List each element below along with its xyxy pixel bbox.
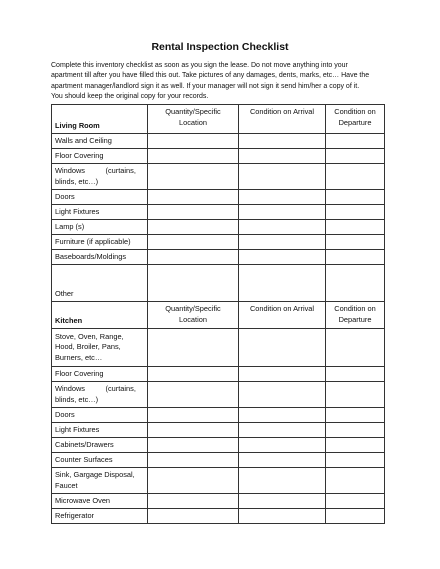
departure-cell[interactable]: [326, 453, 385, 468]
quantity-cell[interactable]: [148, 382, 239, 408]
page-title: Rental Inspection Checklist: [151, 41, 289, 53]
departure-cell[interactable]: [326, 438, 385, 453]
table-row: [52, 265, 385, 302]
item-label: Floor Covering: [52, 367, 148, 382]
quantity-cell[interactable]: [148, 438, 239, 453]
departure-cell[interactable]: [326, 382, 385, 408]
quantity-cell[interactable]: [148, 453, 239, 468]
arrival-cell[interactable]: [239, 220, 326, 235]
arrival-cell[interactable]: [239, 494, 326, 509]
item-label: Furniture (if applicable): [52, 235, 148, 250]
arrival-cell[interactable]: [239, 149, 326, 164]
arrival-cell[interactable]: [239, 468, 326, 494]
item-label: Light Fixtures: [52, 423, 148, 438]
departure-cell[interactable]: [326, 509, 385, 524]
quantity-cell[interactable]: [148, 265, 239, 302]
item-label: Light Fixtures: [52, 205, 148, 220]
table-row: [52, 190, 385, 205]
item-label: Counter Surfaces: [52, 453, 148, 468]
quantity-cell[interactable]: [148, 164, 239, 190]
table-row: [52, 134, 385, 149]
arrival-cell[interactable]: [239, 509, 326, 524]
item-label: Lamp (s): [52, 220, 148, 235]
arrival-cell[interactable]: [239, 408, 326, 423]
arrival-cell[interactable]: [239, 382, 326, 408]
table-row: [52, 438, 385, 453]
item-label: Sink, Gargage Disposal, Faucet: [52, 468, 148, 494]
quantity-column-header: Quantity/Specific Location: [148, 302, 239, 329]
arrival-cell[interactable]: [239, 329, 326, 367]
table-row: [52, 164, 385, 190]
arrival-cell[interactable]: [239, 205, 326, 220]
quantity-cell[interactable]: [148, 408, 239, 423]
intro-paragraph: [51, 61, 391, 103]
item-label: Doors: [52, 408, 148, 423]
table-row: [52, 382, 385, 408]
table-row: [52, 329, 385, 367]
quantity-cell[interactable]: [148, 190, 239, 205]
departure-cell[interactable]: [326, 235, 385, 250]
departure-cell[interactable]: [326, 220, 385, 235]
table-row: [52, 423, 385, 438]
table-row: [52, 367, 385, 382]
departure-cell[interactable]: [326, 265, 385, 302]
quantity-cell[interactable]: [148, 205, 239, 220]
departure-cell[interactable]: [326, 164, 385, 190]
departure-cell[interactable]: [326, 134, 385, 149]
kitchen-header-row: [52, 302, 385, 329]
departure-cell[interactable]: [326, 190, 385, 205]
quantity-cell[interactable]: [148, 494, 239, 509]
living-room-header-row: [52, 105, 385, 134]
departure-cell[interactable]: [326, 329, 385, 367]
departure-cell[interactable]: [326, 205, 385, 220]
quantity-cell[interactable]: [148, 250, 239, 265]
table-row: [52, 509, 385, 524]
arrival-cell[interactable]: [239, 250, 326, 265]
item-label: Stove, Oven, Range, Hood, Broiler, Pans, Burners, etc…: [52, 329, 148, 367]
departure-column-header: Condition on Departure: [326, 105, 385, 134]
quantity-cell[interactable]: [148, 329, 239, 367]
quantity-cell[interactable]: [148, 235, 239, 250]
quantity-cell[interactable]: [148, 468, 239, 494]
arrival-cell[interactable]: [239, 134, 326, 149]
departure-cell[interactable]: [326, 423, 385, 438]
table-row: [52, 453, 385, 468]
intro-line: apartment till after you have filled this out. Take pictures of any damages, dents, marks, etc… Have the: [51, 72, 370, 80]
arrival-cell[interactable]: [239, 453, 326, 468]
quantity-cell[interactable]: [148, 367, 239, 382]
item-label: Doors: [52, 190, 148, 205]
departure-cell[interactable]: [326, 250, 385, 265]
table-row: [52, 149, 385, 164]
table-row: [52, 235, 385, 250]
arrival-cell[interactable]: [239, 367, 326, 382]
arrival-cell[interactable]: [239, 265, 326, 302]
item-label: Baseboards/Moldings: [52, 250, 148, 265]
departure-cell[interactable]: [326, 408, 385, 423]
item-label: Microwave Oven: [52, 494, 148, 509]
departure-column-header: Condition on Departure: [326, 302, 385, 329]
departure-cell[interactable]: [326, 367, 385, 382]
departure-cell[interactable]: [326, 468, 385, 494]
quantity-cell[interactable]: [148, 134, 239, 149]
arrival-cell[interactable]: [239, 190, 326, 205]
item-label: Cabinets/Drawers: [52, 438, 148, 453]
table-row: [52, 468, 385, 494]
quantity-column-header: Quantity/Specific Location: [148, 105, 239, 134]
intro-line: Complete this inventory checklist as soon as you sign the lease. Do not move anything into your: [51, 62, 348, 69]
kitchen-heading: Kitchen: [52, 302, 148, 329]
arrival-cell[interactable]: [239, 164, 326, 190]
quantity-cell[interactable]: [148, 149, 239, 164]
arrival-cell[interactable]: [239, 438, 326, 453]
item-label: Walls and Ceiling: [52, 134, 148, 149]
quantity-cell[interactable]: [148, 220, 239, 235]
arrival-cell[interactable]: [239, 423, 326, 438]
table-row: [52, 250, 385, 265]
item-label: Windows (curtains, blinds, etc…): [52, 164, 148, 190]
item-label: Floor Covering: [52, 149, 148, 164]
table-row: [52, 494, 385, 509]
inspection-table: [51, 104, 385, 524]
intro-line: You should keep the original copy for your records.: [51, 93, 209, 101]
arrival-column-header: Condition on Arrival: [239, 105, 326, 134]
departure-cell[interactable]: [326, 494, 385, 509]
quantity-cell[interactable]: [148, 509, 239, 524]
arrival-cell[interactable]: [239, 235, 326, 250]
table-row: [52, 205, 385, 220]
item-label: Windows (curtains, blinds, etc…): [52, 382, 148, 408]
living-room-heading: Living Room: [52, 105, 148, 134]
item-label: Refrigerator: [52, 509, 148, 524]
intro-line: apartment manager/landlord sign it as well. If your manager will not sign it send him/her a copy of it.: [51, 82, 360, 90]
item-label: Other: [52, 265, 148, 302]
table-row: [52, 220, 385, 235]
table-row: [52, 408, 385, 423]
quantity-cell[interactable]: [148, 423, 239, 438]
arrival-column-header: Condition on Arrival: [239, 302, 326, 329]
departure-cell[interactable]: [326, 149, 385, 164]
